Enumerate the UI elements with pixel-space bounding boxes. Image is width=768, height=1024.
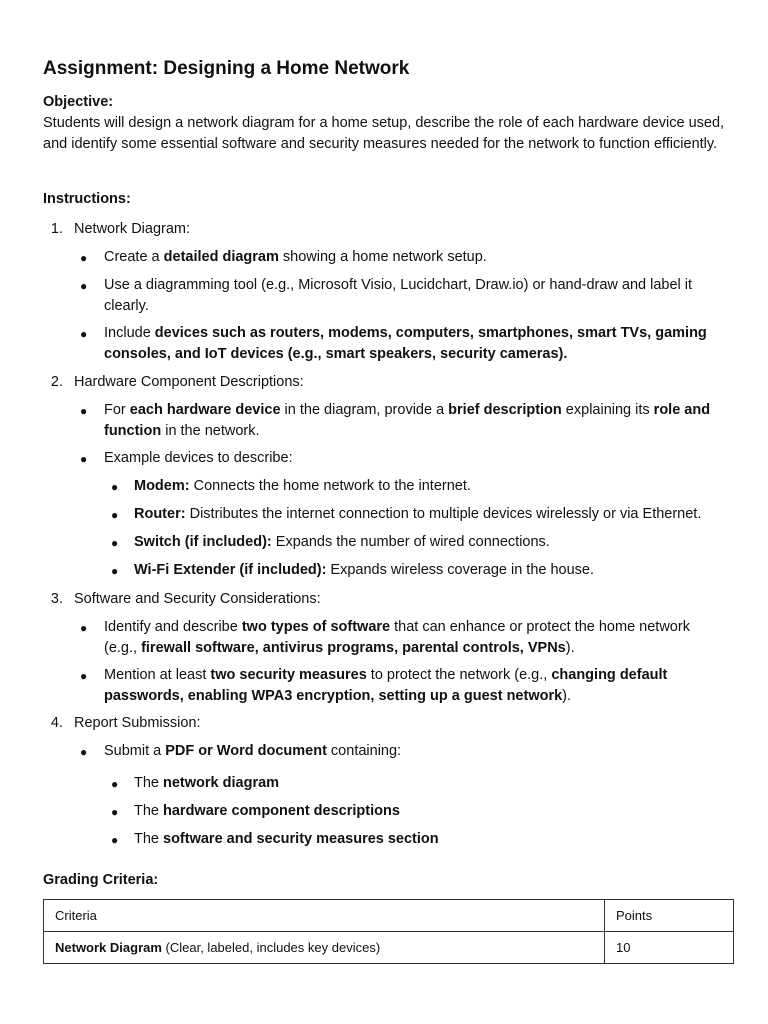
list-item: Mention at least two security measures to protect the network (e.g., changing default passwords, enabling WPA3 encryption, setting up a guest network).: [104, 667, 668, 704]
bullet-dot-icon: ●: [80, 452, 88, 466]
grading-table: [43, 899, 734, 964]
device-item: Router: Distributes the internet connection to multiple devices wirelessly or via Ethernet.: [134, 506, 702, 522]
section-title: Hardware Component Descriptions:: [74, 374, 304, 390]
list-item: For each hardware device in the diagram, provide a brief description explaining its role and function in the network.: [104, 402, 711, 439]
bullet-dot-icon: ●: [111, 833, 119, 847]
bullet-dot-icon: ●: [111, 805, 119, 819]
page-title: Assignment: Designing a Home Network: [43, 58, 410, 79]
device-item: Wi-Fi Extender (if included): Expands wireless coverage in the house.: [134, 562, 595, 578]
column-header-criteria: Criteria: [44, 900, 605, 932]
document-page: Assignment: Designing a Home Network Objective: Students will design a network diagram for a home setup, describe the role of each hardware device used, and identify some essential software and security measures needed for the network to function efficiently. Instructions: 1. Network Diagram: ● Create a detailed diagram showing a home network setup. ● Use a diagramming tool (e.g., Microsoft Visio, Lucidchart, Draw.io) or hand-draw and label it clearly. ● Include devices such as routers, modems, computers, smartphones, smart TVs, gaming consoles, and IoT devices (e.g., smart speakers, security cameras). 2. Hardware Component Descriptions: ● For each hardware device in the diagram, provide a brief description explaining its role and function in the network. ● Example devices to describe: ● Modem: Connects the home network to the internet. ● Router: Distributes the internet connection to multiple devices wirelessly or via Ethernet. ● Switch (if included): Expands the number of wired connections. ● Wi-Fi Extender (if included): Expands wireless coverage in the house. 3. Software and Security Considerations: ● Identify and describe two types of software that can enhance or protect the home network (e.g., firewall software, antivirus programs, parental controls, VPNs). ● Mention at least two security measures to protect the network (e.g., changing default passwords, enabling WPA3 encryption, setting up a guest network). 4. Report Submission: ● Submit a PDF or Word document containing: ● The network diagram ● The hardware component descriptions ● The software and security measures section Grading Criteria: Criteria Points Network Diagram (Clear, labeled, includes key devices) 10: [0, 0, 768, 1024]
bullet-dot-icon: ●: [80, 669, 88, 683]
column-header-points: Points: [605, 900, 734, 932]
bullet-dot-icon: ●: [80, 251, 88, 265]
table-row: [44, 932, 734, 964]
bullet-dot-icon: ●: [111, 480, 119, 494]
section-title: Software and Security Considerations:: [74, 591, 321, 607]
bullet-dot-icon: ●: [111, 536, 119, 550]
list-item: Identify and describe two types of software that can enhance or protect the home network (e.g., firewall software, antivirus programs, parental controls, VPNs).: [104, 619, 690, 656]
bullet-dot-icon: ●: [80, 279, 88, 293]
points-cell: 10: [605, 932, 734, 964]
grading-heading: Grading Criteria:: [43, 872, 159, 888]
device-item: Modem: Connects the home network to the internet.: [134, 478, 471, 494]
criteria-cell: Network Diagram (Clear, labeled, includes key devices): [44, 932, 605, 964]
objective-text: Students will design a network diagram for a home setup, describe the role of each hardware device used, and identify some essential software and security measures needed for the network to function efficiently.: [43, 115, 725, 152]
bullet-dot-icon: ●: [111, 564, 119, 578]
bullet-dot-icon: ●: [111, 508, 119, 522]
device-item: Switch (if included): Expands the number of wired connections.: [134, 534, 550, 550]
bullet-dot-icon: ●: [80, 745, 88, 759]
section-title: Network Diagram:: [74, 221, 191, 237]
instructions-heading: Instructions:: [43, 191, 131, 207]
table-header-row: [44, 900, 734, 932]
bullet-dot-icon: ●: [111, 777, 119, 791]
submission-item: The network diagram: [134, 775, 280, 791]
submission-item: The software and security measures section: [134, 831, 439, 847]
list-item: Create a detailed diagram showing a home network setup.: [104, 249, 487, 265]
list-item: Example devices to describe:: [104, 450, 293, 466]
bullet-dot-icon: ●: [80, 327, 88, 341]
bullet-dot-icon: ●: [80, 621, 88, 635]
submission-item: The hardware component descriptions: [134, 803, 400, 819]
list-item: Submit a PDF or Word document containing:: [104, 743, 402, 759]
bullet-dot-icon: ●: [80, 404, 88, 418]
section-title: Report Submission:: [74, 715, 201, 731]
list-item: Use a diagramming tool (e.g., Microsoft Visio, Lucidchart, Draw.io) or hand-draw and label it clearly.: [104, 277, 693, 314]
list-item: Include devices such as routers, modems, computers, smartphones, smart TVs, gaming consoles, and IoT devices (e.g., smart speakers, security cameras).: [104, 325, 707, 362]
objective-heading: Objective:: [43, 94, 114, 110]
